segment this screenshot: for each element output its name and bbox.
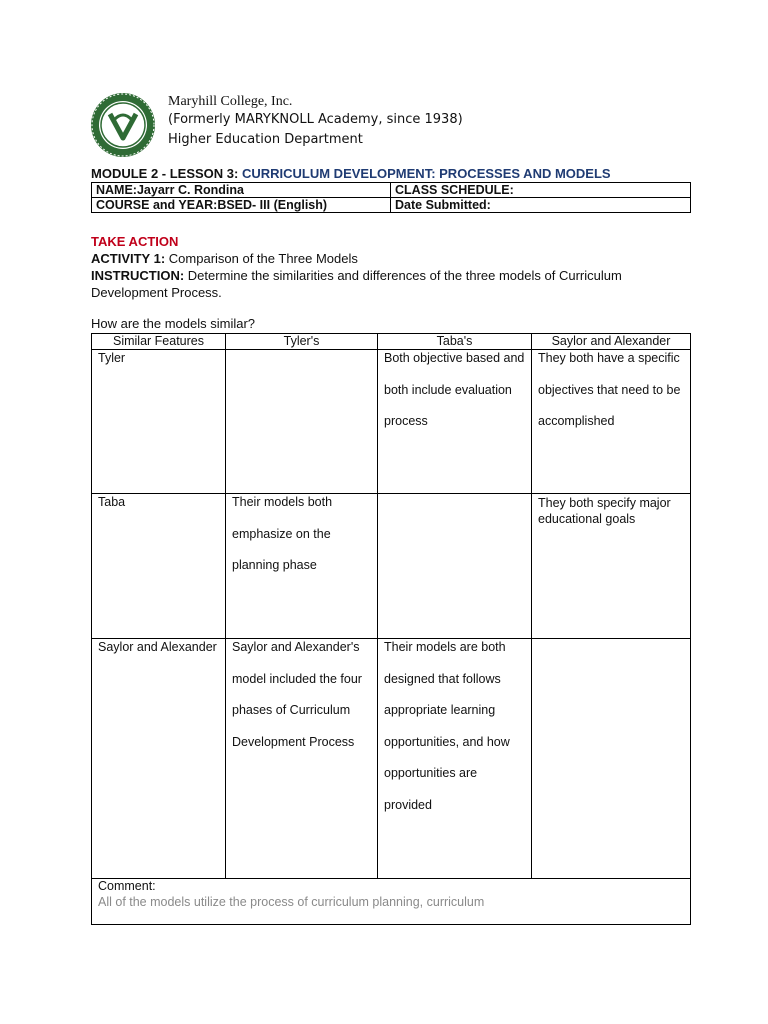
cell-tyler-taba: Both objective based and both include evaluation process [378,350,532,494]
header-similar-features: Similar Features [92,334,226,350]
take-action-heading: TAKE ACTION [91,234,179,249]
department-name: Higher Education Department [168,132,363,147]
activity-label: ACTIVITY 1: [91,251,166,266]
row-feature-saylor: Saylor and Alexander [92,639,226,879]
module-prefix: MODULE 2 - LESSON 3: [91,166,242,181]
college-name: Maryhill College, Inc. [168,94,293,109]
cell-taba-tyler: Their models both emphasize on the planning phase [226,494,378,639]
instruction-text: Determine the similarities and differences of the three models of Curriculum Development Process. [91,268,622,300]
comparison-table [91,333,691,925]
row-feature-taba: Taba [92,494,226,639]
table-row [92,494,691,639]
module-topic: CURRICULUM DEVELOPMENT: PROCESSES AND MODELS [241,166,611,181]
module-title [91,166,611,181]
header-tylers: Tyler's [226,334,378,350]
date-submitted: Date Submitted: [391,198,691,213]
cell-tyler-tyler [226,350,378,494]
comment-label: Comment: [98,879,156,893]
instruction-line [91,267,691,301]
cell-saylor-taba: Their models are both designed that follows appropriate learning opportunities, and how opportunities are provided [378,639,532,879]
student-name: NAME:Jayarr C. Rondina [92,183,391,198]
college-seal-logo [90,92,156,158]
comment-text: All of the models utilize the process of curriculum planning, curriculum [98,895,485,909]
activity-text: Comparison of the Three Models [165,251,358,266]
cell-saylor-saylor [532,639,691,879]
cell-tyler-saylor: They both have a specific objectives that need to be accomplished [532,350,691,494]
class-schedule: CLASS SCHEDULE: [391,183,691,198]
table-row [92,350,691,494]
activity-line [91,250,358,267]
instruction-label: INSTRUCTION: [91,268,185,283]
row-feature-tyler: Tyler [92,350,226,494]
question-text: How are the models similar? [91,316,256,331]
header-saylor-alexander: Saylor and Alexander [532,334,691,350]
table-row [92,639,691,879]
comment-row [92,879,691,925]
cell-taba-taba [378,494,532,639]
comment-cell [92,879,691,925]
header-tabas: Taba's [378,334,532,350]
cell-saylor-tyler: Saylor and Alexander's model included the four phases of Curriculum Development Process [226,639,378,879]
college-former-name: (Formerly MARYKNOLL Academy, since 1938) [168,112,463,127]
student-info-table [91,182,691,213]
cell-taba-saylor: They both specify major educational goals [532,494,691,639]
course-year: COURSE and YEAR:BSED- III (English) [92,198,391,213]
